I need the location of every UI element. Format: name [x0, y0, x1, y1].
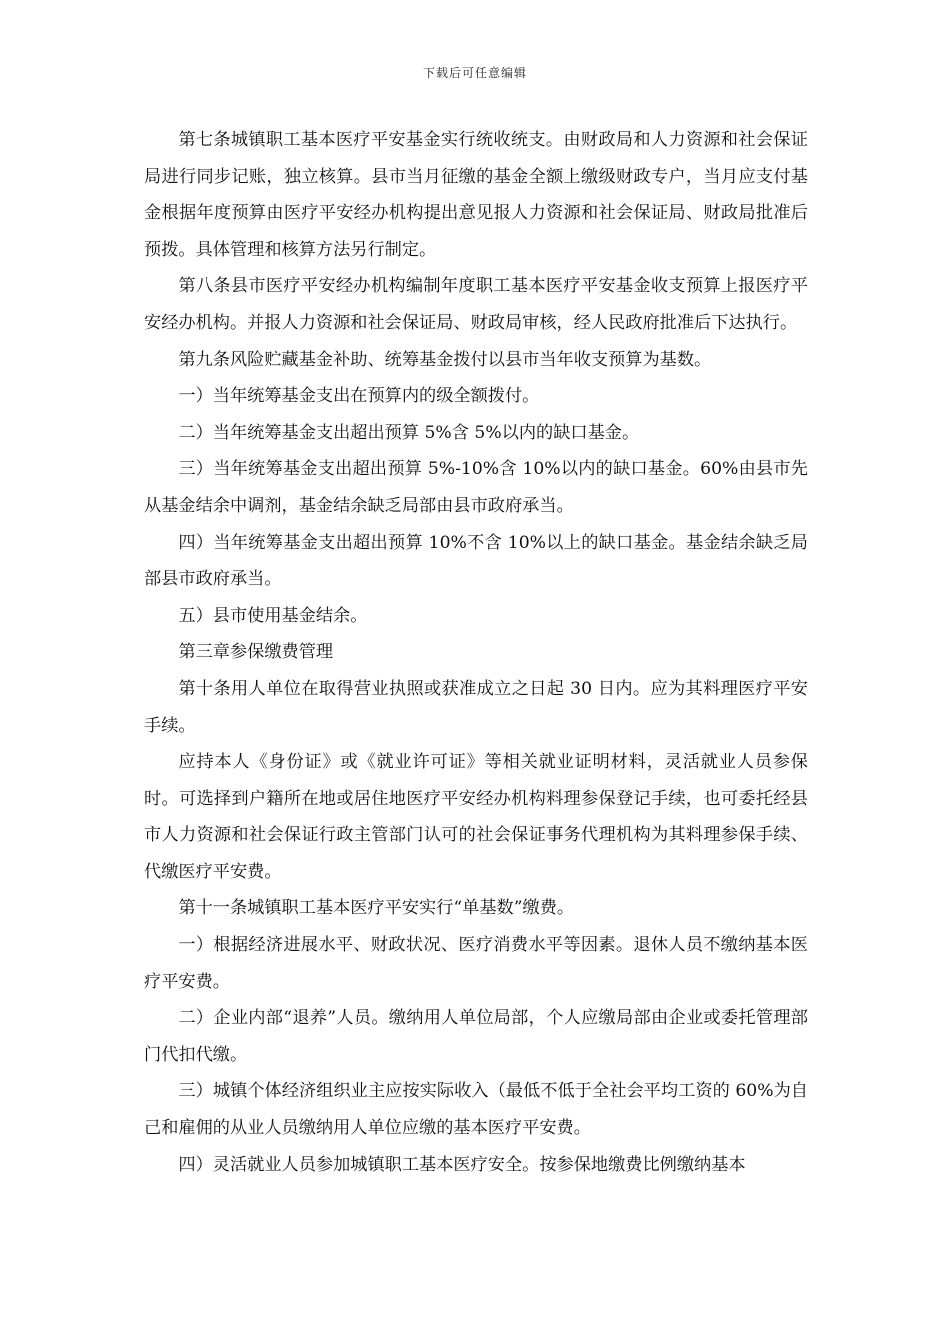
paragraph-item-2b: 二）企业内部“退养”人员。缴纳用人单位局部，个人应缴局部由企业或委托管理部门代扣代缴。 — [144, 1008, 808, 1065]
paragraph-item-3: 三）当年统筹基金支出超出预算 5%-10%含 10%以内的缺口基金。60%由县市先从基金结余中调剂，基金结余缺乏局部由县市政府承当。 — [144, 459, 808, 516]
paragraph-item-4: 四）当年统筹基金支出超出预算 10%不含 10%以上的缺口基金。基金结余缺乏局部县市政府承当。 — [144, 532, 808, 590]
paragraph-item-1: 一）当年统筹基金支出在预算内的级全额拨付。 — [178, 386, 540, 407]
paragraph-item-4b: 四）灵活就业人员参加城镇职工基本医疗安全。按参保地缴费比例缴纳基本 — [178, 1154, 746, 1175]
paragraph-article-11: 第十一条城镇职工基本医疗平安实行“单基数”缴费。 — [178, 898, 575, 919]
paragraph-item-2: 二）当年统筹基金支出超出预算 5%含 5%以内的缺口基金。 — [178, 422, 640, 443]
paragraph-article-8: 第八条县市医疗平安经办机构编制年度职工基本医疗平安基金收支预算上报医疗平安经办机构。并报人力资源和社会保证局、财政局审核，经人民政府批准后下达执行。 — [144, 276, 808, 333]
page-header: 下载后可任意编辑 — [422, 66, 527, 80]
paragraph-item-1b: 一）根据经济进展水平、财政状况、医疗消费水平等因素。退休人员不缴纳基本医疗平安费。 — [144, 935, 808, 992]
paragraph-article-7: 第七条城镇职工基本医疗平安基金实行统收统支。由财政局和人力资源和社会保证局进行同步记账，独立核算。县市当月征缴的基金全额上缴级财政专户，当月应支付基金根据年度预算由医疗平安经办机构提出意见报人力资源和社会保证局、财政局批准后预拨。具体管理和核算方法另行制定。 — [144, 130, 808, 260]
paragraph-article-9: 第九条风险贮藏基金补助、统筹基金拨付以县市当年收支预算为基数。 — [178, 349, 712, 370]
document-body — [144, 122, 808, 1183]
chapter-heading: 第三章参保缴费管理 — [178, 642, 334, 663]
paragraph-item-3b: 三）城镇个体经济组织业主应按实际收入（最低不低于全社会平均工资的 60%为自己和雇佣的从业人员缴纳用人单位应缴的基本医疗平安费。 — [144, 1081, 808, 1139]
paragraph-article-10: 第十条用人单位在取得营业执照或获准成立之日起 30 日内。应为其料理医疗平安手续。 — [144, 678, 808, 736]
paragraph-flexible-employment: 应持本人《身份证》或《就业许可证》等相关就业证明材料，灵活就业人员参保时。可选择到户籍所在地或居住地医疗平安经办机构料理参保登记手续，也可委托经县市人力资源和社会保证行政主管部门认可的社会保证事务代理机构为其料理参保手续、代缴医疗平安费。 — [144, 752, 808, 882]
paragraph-item-5: 五）县市使用基金结余。 — [178, 605, 368, 626]
